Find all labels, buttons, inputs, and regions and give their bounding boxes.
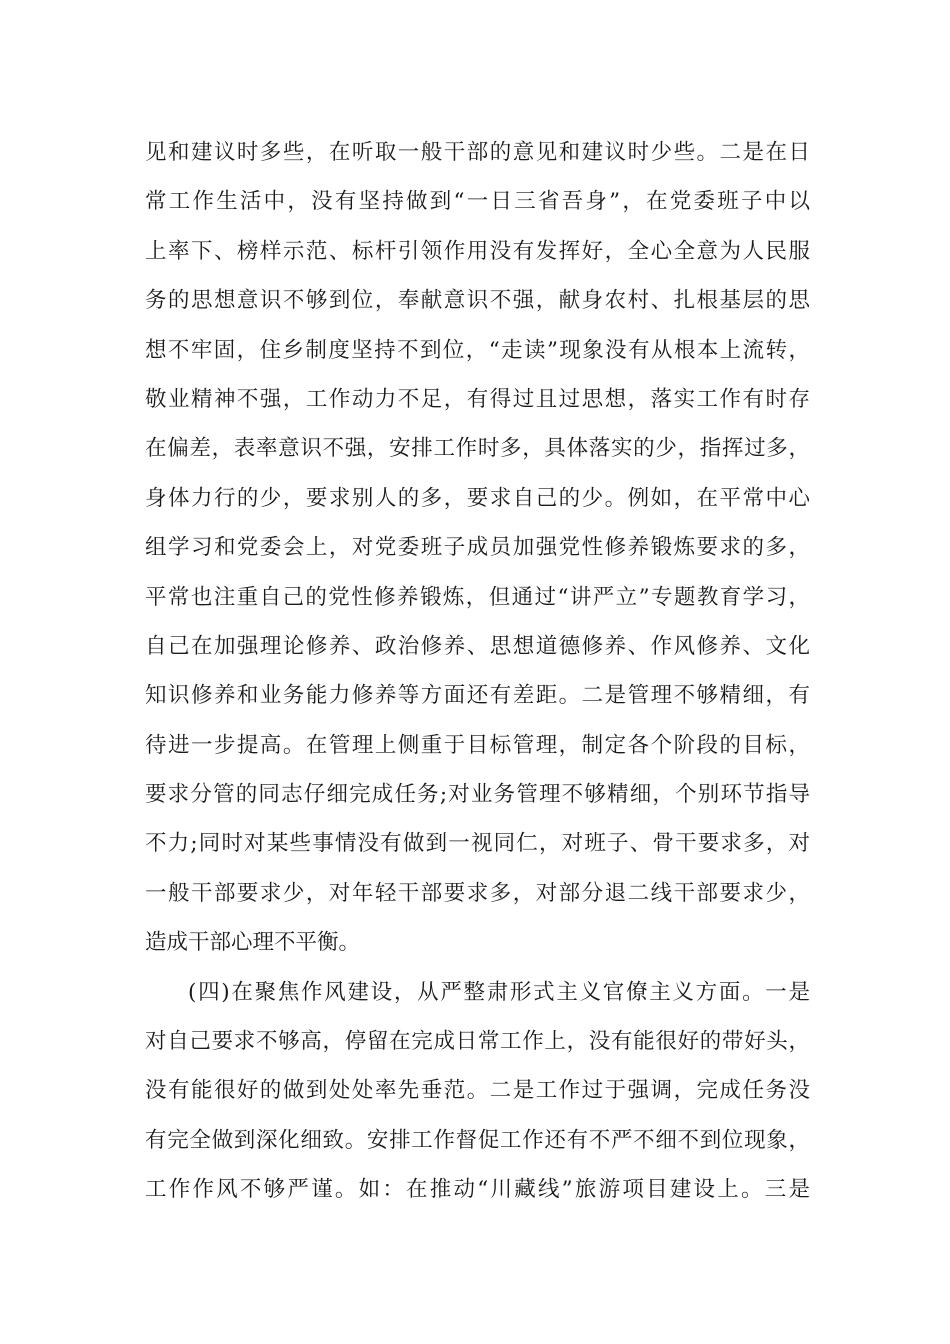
text-line: 敬业精神不强，工作动力不足，有得过且过思想，落实工作有时存	[145, 386, 810, 412]
text-line: 平常也注重自己的党性修养锻炼，但通过“讲严立”专题教育学习，	[145, 584, 810, 610]
text-line: 工作作风不够严谨。如：在推动“川藏线”旅游项目建设上。三是	[145, 1177, 810, 1203]
text-line: 造成干部心理不平衡。	[145, 930, 361, 956]
text-line: 一般干部要求少，对年轻干部要求多，对部分退二线干部要求少，	[145, 880, 810, 906]
paragraph-2	[145, 968, 810, 1215]
text-line: 务的思想意识不够到位，奉献意识不强，献身农村、扎根基层的思	[145, 288, 810, 314]
text-line: 组学习和党委会上，对党委班子成员加强党性修养锻炼要求的多，	[145, 535, 810, 561]
text-line: 要求分管的同志仔细完成任务;对业务管理不够精细，个别环节指导	[145, 782, 810, 808]
text-line: 在偏差，表率意识不强，安排工作时多，具体落实的少，指挥过多，	[145, 436, 810, 462]
text-line: 对自己要求不够高，停留在完成日常工作上，没有能很好的带好头，	[145, 1029, 810, 1055]
text-line: 身体力行的少，要求别人的多，要求自己的少。例如，在平常中心	[145, 485, 810, 511]
text-line: 待进一步提高。在管理上侧重于目标管理，制定各个阶段的目标，	[145, 732, 810, 758]
text-line: 自己在加强理论修养、政治修养、思想道德修养、作风修养、文化	[145, 633, 810, 659]
text-line: 上率下、榜样示范、标杆引领作用没有发挥好，全心全意为人民服	[145, 238, 810, 264]
text-line: 没有能很好的做到处处率先垂范。二是工作过于强调，完成任务没	[145, 1078, 810, 1104]
text-line: 见和建议时多些，在听取一般干部的意见和建议时少些。二是在日	[145, 140, 810, 165]
text-line: (四)在聚焦作风建设，从严整肃形式主义官僚主义方面。一是	[188, 979, 810, 1005]
document-body	[145, 128, 810, 1215]
paragraph-1	[145, 128, 810, 968]
text-line: 知识修养和业务能力修养等方面还有差距。二是管理不够精细，有	[145, 683, 810, 709]
text-line: 常工作生活中，没有坚持做到“一日三省吾身”，在党委班子中以	[145, 189, 810, 215]
text-line: 有完全做到深化细致。安排工作督促工作还有不严不细不到位现象，	[145, 1127, 810, 1153]
text-line: 想不牢固，住乡制度坚持不到位，“走读”现象没有从根本上流转，	[145, 337, 810, 363]
text-line: 不力;同时对某些事情没有做到一视同仁，对班子、骨干要求多，对	[145, 831, 810, 857]
